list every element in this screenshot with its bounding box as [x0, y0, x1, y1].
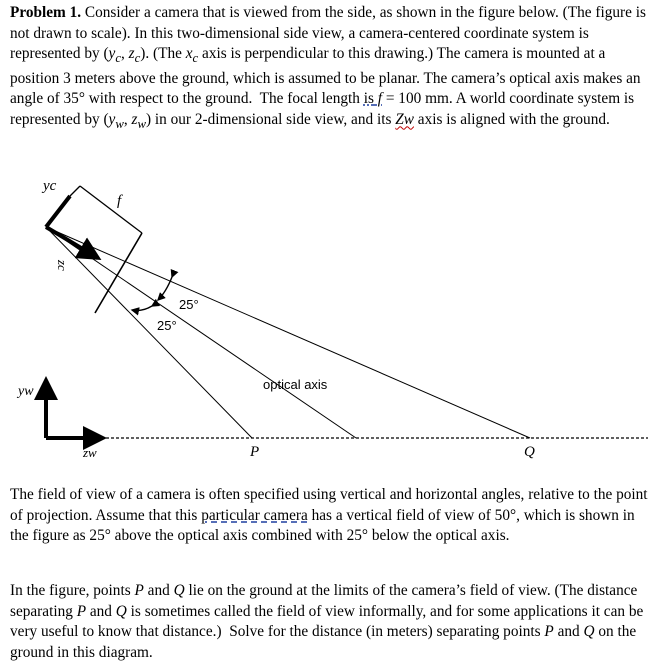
text-run: and	[143, 582, 174, 599]
text-run: x	[185, 45, 193, 62]
text-run: c	[115, 51, 122, 66]
text-run: Q	[583, 623, 595, 640]
text-run: y	[108, 110, 116, 128]
text-run: particular camera	[201, 506, 308, 524]
text-run: ,	[123, 110, 132, 128]
point-Q-label: Q	[524, 444, 535, 460]
text-run: c	[134, 51, 141, 66]
text-run: axis is aligned with the ground.	[413, 110, 610, 128]
text-run: and	[86, 602, 116, 620]
zc-label: zc	[55, 260, 70, 271]
zw-label: zw	[83, 445, 97, 460]
text-run: f	[377, 90, 383, 108]
f-dimension-tick	[70, 186, 80, 196]
angle-lower-label: 25°	[157, 318, 177, 333]
f-label: f	[117, 193, 122, 209]
text-run: P	[76, 602, 87, 620]
text-run: ,	[121, 45, 129, 62]
text-run: Q	[173, 582, 185, 599]
text-run: c	[192, 51, 199, 66]
f-dimension-line	[80, 186, 142, 233]
ray-to-Q	[46, 227, 530, 438]
text-run: ). (The	[140, 45, 186, 62]
text-run: is	[363, 90, 374, 108]
ray-to-P	[46, 227, 252, 438]
yc-axis-line	[46, 196, 70, 227]
point-P-label: P	[250, 444, 260, 460]
problem-heading: Problem 1.	[10, 4, 82, 21]
text-run: The field of view of a camera is often specified using vertical and horizontal angles, relative to the point of projection. Assume that this	[10, 486, 652, 524]
text-run: Q	[115, 602, 127, 620]
text-run: ) in our 2-dimensional side view, and its	[145, 110, 396, 128]
text-run: is sometimes called the field of view informally, and for some applications it can be very useful to know that distance.) Solve for the distance (in meters) separating points	[10, 602, 648, 640]
text-run: Consider a camera that is viewed from the side, as shown in the figure below. (The figure is not drawn to scale). In this two-dimensional side view, a camera-centered coordinate system is represented by (	[10, 4, 650, 62]
text-run: lie on the ground at the limits of the camera’s field of view. (The distance separating	[10, 582, 642, 620]
text-run: z	[128, 45, 135, 62]
optical-axis-label: optical axis	[263, 377, 328, 392]
text-run: axis is perpendicular to this drawing.) The camera is mounted at a position 3 meters above the ground, which is assumed to be planar. The camera’s optical axis makes an angle of 35° with respect to the ground. The focal length	[10, 45, 645, 108]
text-run: and	[553, 623, 584, 640]
yw-label: yw	[18, 384, 34, 399]
text-run: y	[108, 45, 116, 62]
text-run: Zw	[395, 110, 414, 128]
text-run: has a vertical field of view of 50°, which is shown in the figure as 25° above the optical axis combined with 25° below the optical axis.	[10, 506, 639, 544]
text-run: In the figure, points	[10, 582, 135, 599]
text-run: = 100 mm. A world coordinate system is represented by (	[10, 90, 638, 128]
angle-arc-upper	[158, 277, 172, 300]
text-run: w	[115, 116, 124, 131]
text-run: z	[131, 110, 138, 128]
question-paragraph	[10, 581, 650, 663]
text-run: P	[134, 582, 144, 599]
optical-axis-ray	[46, 227, 356, 438]
text-run: w	[137, 116, 146, 131]
text-run: on the ground in this diagram.	[10, 623, 641, 661]
angle-upper-label: 25°	[179, 297, 199, 312]
yc-label: yc	[43, 178, 57, 194]
text-run: P	[544, 623, 554, 640]
angle-arc-lower	[132, 306, 152, 311]
field-of-view-paragraph	[10, 485, 650, 547]
